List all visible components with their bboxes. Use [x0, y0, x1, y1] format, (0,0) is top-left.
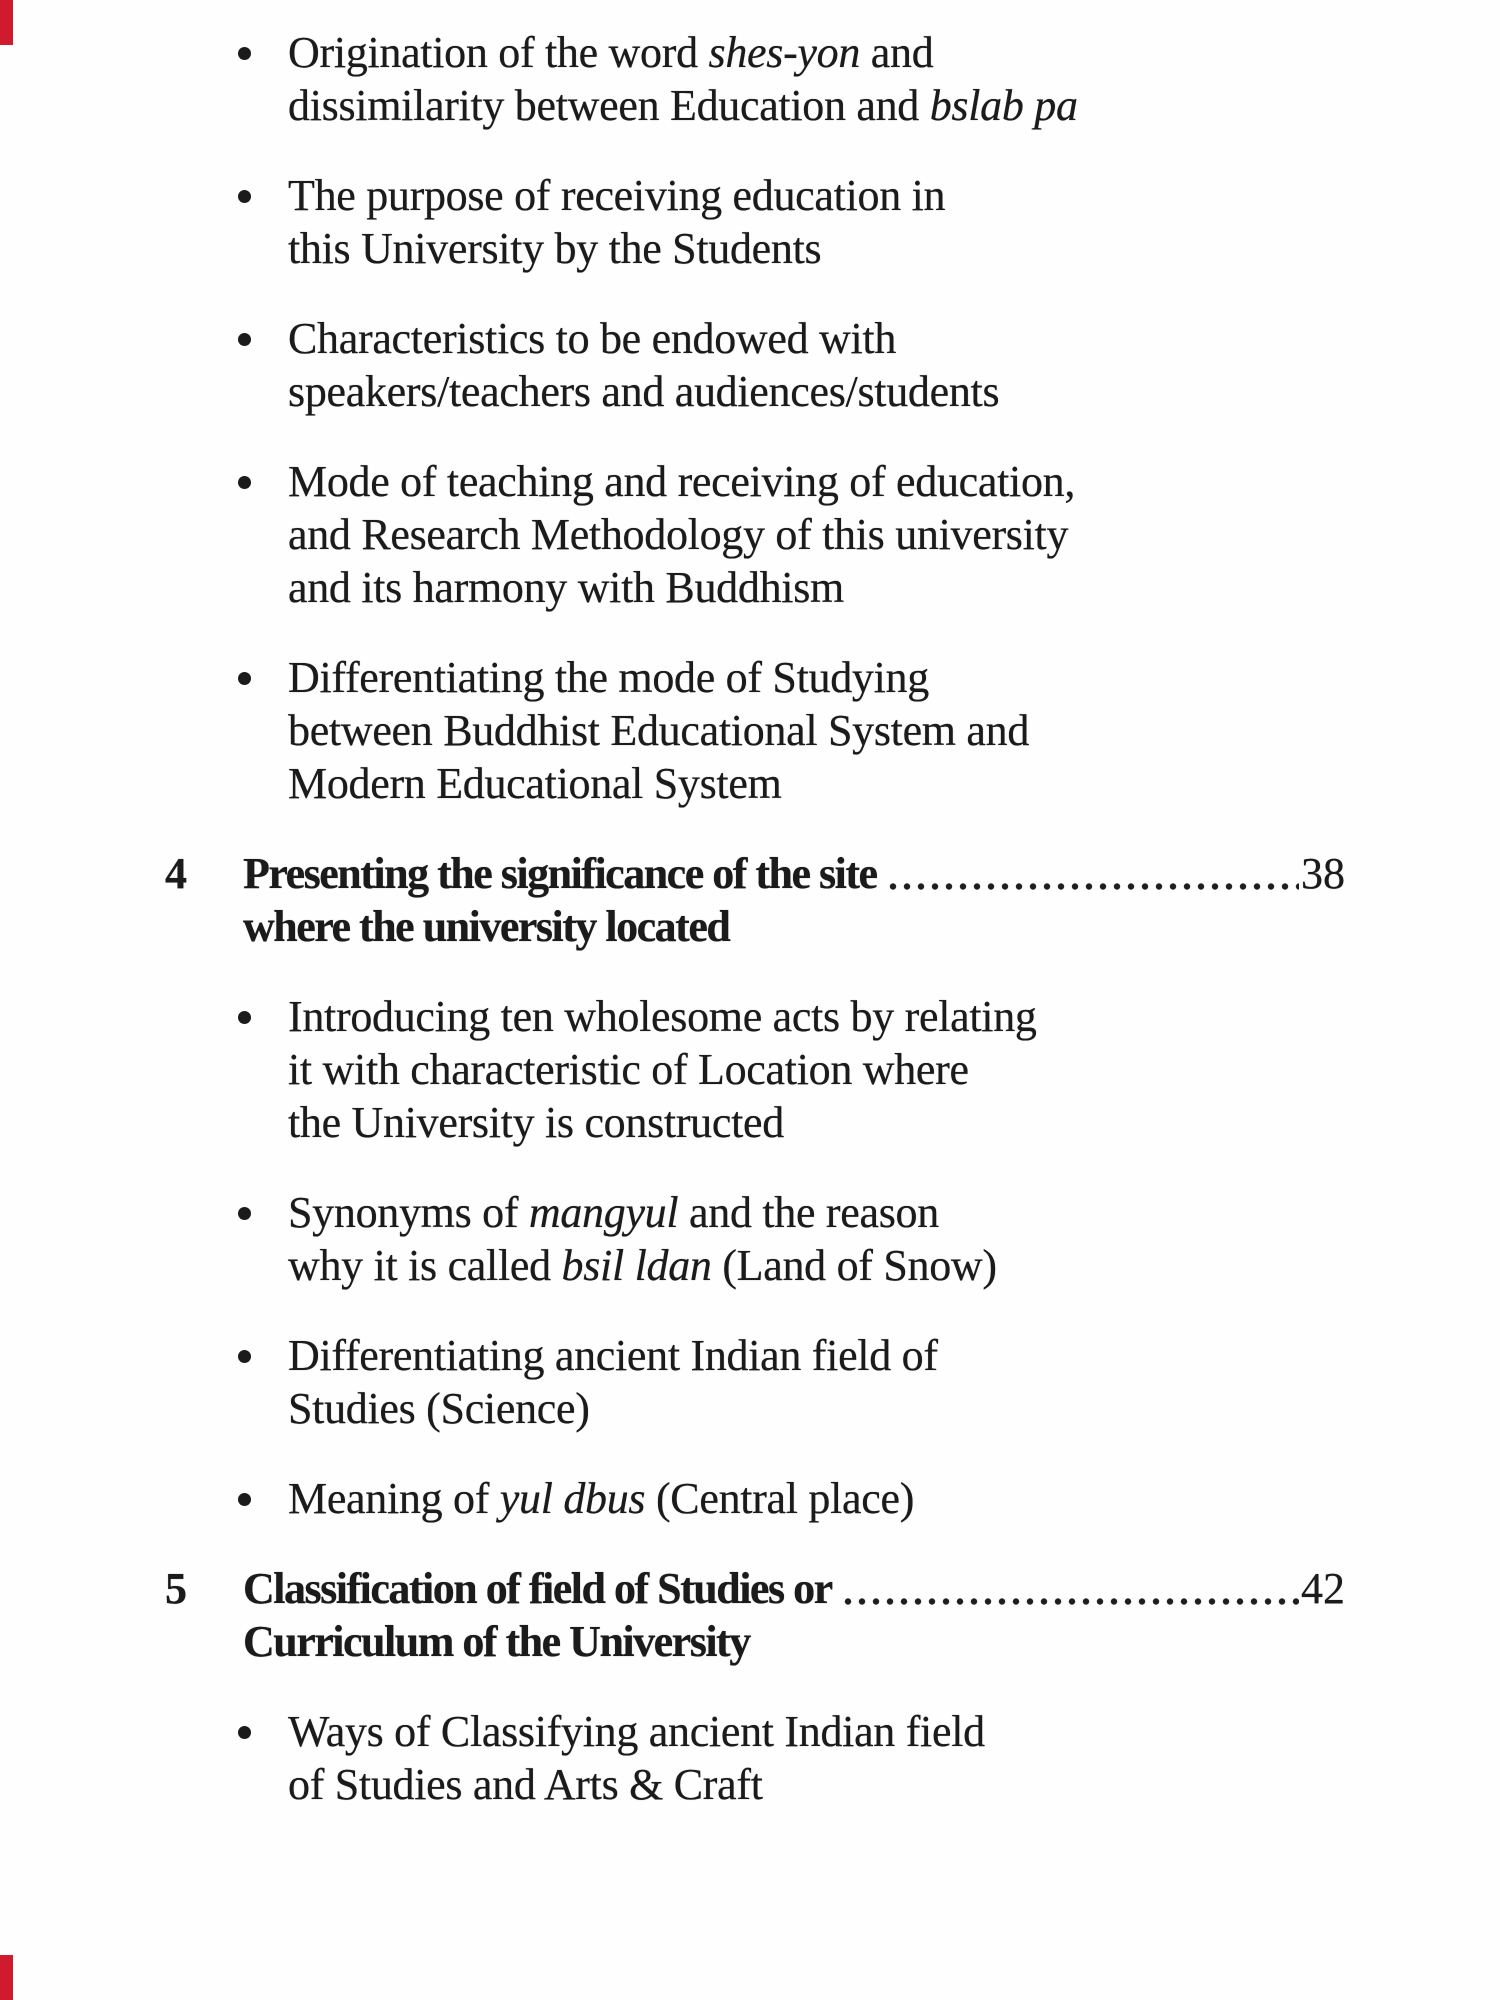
italic-term: mangyul — [528, 1188, 679, 1237]
bullet-icon — [238, 333, 251, 346]
toc-section-item — [165, 847, 1345, 953]
text-run: Differentiating ancient Indian field of — [288, 1331, 938, 1380]
scan-edge-mark-top — [0, 0, 13, 45]
bullet-lines — [288, 169, 1345, 275]
bullet-lines — [288, 990, 1345, 1149]
toc-line — [288, 561, 1345, 614]
toc-line — [288, 312, 1345, 365]
bullet-icon — [238, 1493, 251, 1506]
text-run: Modern Educational System — [288, 759, 782, 808]
text-run: speakers/teachers and audiences/students — [288, 367, 1000, 416]
bullet-icon — [238, 672, 251, 685]
bullet-lines — [288, 312, 1345, 418]
section-lines — [243, 847, 1345, 953]
bullet-lines — [288, 1472, 1345, 1525]
italic-term: bslab pa — [929, 81, 1078, 130]
text-run: between Buddhist Educational System and — [288, 706, 1030, 755]
text-run: Ways of Classifying ancient Indian field — [288, 1707, 985, 1756]
text-run: Characteristics to be endowed with — [288, 314, 897, 363]
toc-section-item — [165, 1562, 1345, 1668]
text-run: and its harmony with Buddhism — [288, 563, 844, 612]
section-title-line — [243, 1562, 1345, 1615]
italic-term: yul dbus — [499, 1474, 646, 1523]
toc-bullet-item — [165, 169, 1345, 275]
toc-line — [288, 79, 1345, 132]
toc-bullet-item — [165, 990, 1345, 1149]
text-run: and the reason — [678, 1188, 939, 1237]
toc-bullet-item — [165, 26, 1345, 132]
page-number: 38 — [1301, 849, 1345, 898]
section-title-line2: Curriculum of the University — [243, 1617, 750, 1666]
section-title-line — [243, 847, 1345, 900]
toc-line — [288, 1096, 1345, 1149]
text-run: Meaning of — [288, 1474, 500, 1523]
toc-line — [288, 651, 1345, 704]
italic-term: shes-yon — [708, 28, 861, 77]
section-title-line2: where the university located — [243, 902, 730, 951]
bullet-lines — [288, 1329, 1345, 1435]
text-run: of Studies and Arts & Craft — [288, 1760, 763, 1809]
text-run: Mode of teaching and receiving of education, — [288, 457, 1076, 506]
text-run: and Research Methodology of this university — [288, 510, 1069, 559]
toc-line — [288, 26, 1345, 79]
text-run: (Land of Snow) — [711, 1241, 997, 1290]
bullet-icon — [238, 1350, 251, 1363]
toc-line — [288, 1705, 1345, 1758]
toc-bullet-item — [165, 455, 1345, 614]
toc-bullet-item — [165, 1472, 1345, 1525]
toc-bullet-item — [165, 1329, 1345, 1435]
bullet-lines — [288, 455, 1345, 614]
text-run: Synonyms of — [288, 1188, 529, 1237]
section-lines — [243, 1562, 1345, 1668]
toc-line — [288, 1186, 1345, 1239]
text-run: (Central place) — [645, 1474, 915, 1523]
toc-line — [288, 1043, 1345, 1096]
toc-line — [288, 1758, 1345, 1811]
toc-line — [288, 222, 1345, 275]
toc-line — [288, 508, 1345, 561]
text-run: the University is constructed — [288, 1098, 784, 1147]
text-run: it with characteristic of Location where — [288, 1045, 969, 1094]
toc-list — [165, 0, 1345, 1848]
toc-line — [288, 757, 1345, 810]
bullet-lines — [288, 1186, 1345, 1292]
scan-edge-mark-bottom — [0, 1955, 13, 2000]
bullet-icon — [238, 1726, 251, 1739]
text-run: this University by the Students — [288, 224, 822, 273]
bullet-icon — [238, 47, 251, 60]
toc-bullet-item — [165, 312, 1345, 418]
toc-line — [288, 1382, 1345, 1435]
bullet-icon — [238, 1011, 251, 1024]
toc-bullet-item — [165, 1705, 1345, 1811]
bullet-lines — [288, 26, 1345, 132]
italic-term: bsil ldan — [561, 1241, 712, 1290]
dotted-leader-icon — [889, 882, 1299, 891]
text-run: Introducing ten wholesome acts by relating — [288, 992, 1037, 1041]
text-run: and — [860, 28, 934, 77]
toc-line — [288, 704, 1345, 757]
toc-bullet-item — [165, 1186, 1345, 1292]
text-run: The purpose of receiving education in — [288, 171, 946, 220]
bullet-lines — [288, 1705, 1345, 1811]
toc-line — [288, 169, 1345, 222]
bullet-icon — [238, 1207, 251, 1220]
toc-line — [288, 1472, 1345, 1525]
bullet-lines — [288, 651, 1345, 810]
section-number: 4 — [165, 849, 187, 898]
text-run: Origination of the word — [288, 28, 709, 77]
section-number: 5 — [165, 1564, 187, 1613]
section-title: Presenting the significance of the site — [243, 849, 877, 898]
dotted-leader-icon — [844, 1597, 1299, 1606]
text-run: dissimilarity between Education and — [288, 81, 930, 130]
section-title: Classification of field of Studies or — [243, 1564, 832, 1613]
text-run: Differentiating the mode of Studying — [288, 653, 929, 702]
page-number: 42 — [1301, 1564, 1345, 1613]
toc-line — [288, 1239, 1345, 1292]
toc-line — [288, 990, 1345, 1043]
toc-bullet-item — [165, 651, 1345, 810]
bullet-icon — [238, 476, 251, 489]
toc-line — [288, 365, 1345, 418]
toc-line — [288, 1329, 1345, 1382]
toc-line — [288, 455, 1345, 508]
bullet-icon — [238, 190, 251, 203]
text-run: Studies (Science) — [288, 1384, 590, 1433]
text-run: why it is called — [288, 1241, 562, 1290]
